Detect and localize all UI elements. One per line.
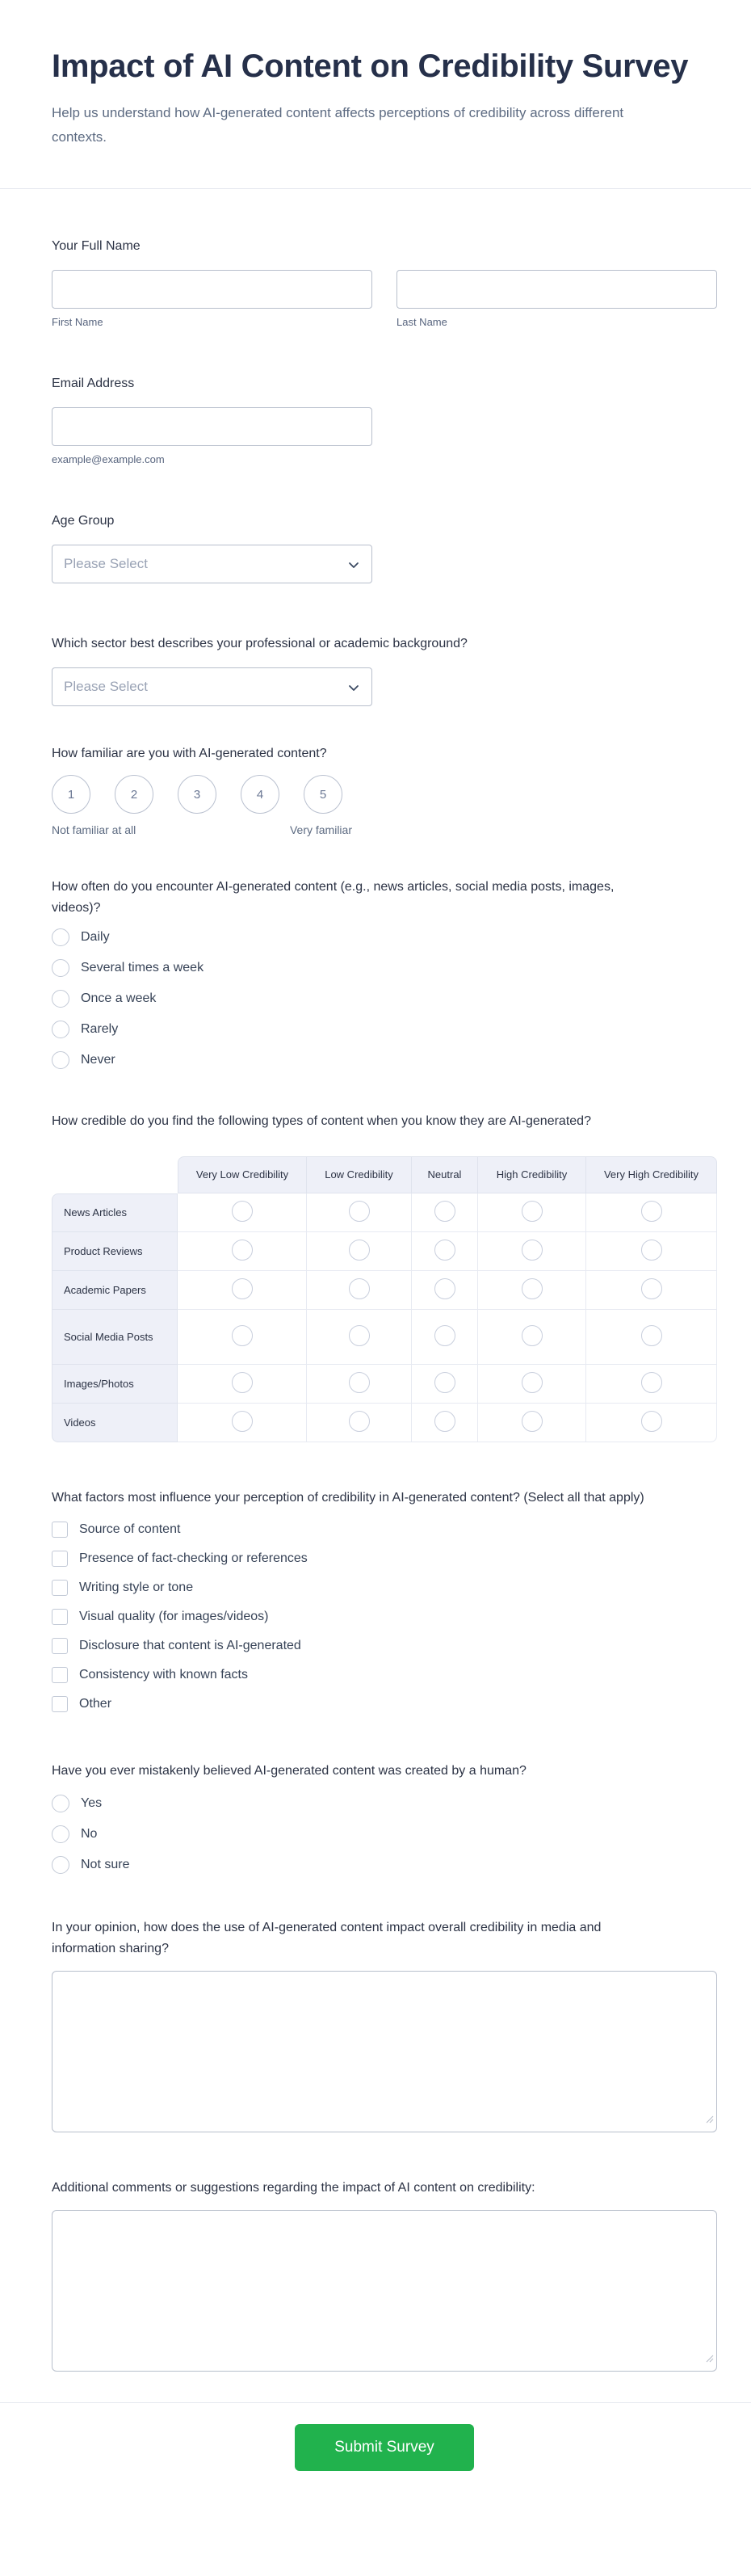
first-name-input[interactable]: [52, 270, 372, 309]
radio-icon[interactable]: [52, 928, 69, 946]
submit-survey-button[interactable]: Submit Survey: [295, 2424, 474, 2471]
age-group-placeholder: Please Select: [64, 556, 148, 571]
form-footer: [0, 2403, 751, 2513]
radio-option-yes[interactable]: [52, 1795, 717, 1812]
matrix-col-high: High Credibility: [478, 1156, 586, 1193]
matrix-radio[interactable]: [522, 1201, 543, 1222]
matrix-radio[interactable]: [434, 1372, 455, 1393]
matrix-radio[interactable]: [349, 1372, 370, 1393]
scale-option-1[interactable]: 1: [52, 775, 90, 814]
comments-textarea-wrap: [52, 2210, 717, 2372]
checkbox-icon[interactable]: [52, 1580, 68, 1596]
checkbox-icon[interactable]: [52, 1609, 68, 1625]
matrix-radio[interactable]: [522, 1240, 543, 1261]
first-name-sublabel: First Name: [52, 316, 103, 328]
mistaken-label: Have you ever mistakenly believed AI-generated content was created by a human?: [52, 1764, 527, 1778]
familiarity-label: How familiar are you with AI-generated content?: [52, 747, 327, 760]
factors-field: [52, 1488, 717, 1712]
radio-icon[interactable]: [52, 1051, 69, 1069]
familiarity-scale: [52, 775, 717, 814]
matrix-radio[interactable]: [434, 1325, 455, 1346]
opinion-field: [52, 1917, 717, 2132]
matrix-radio[interactable]: [434, 1201, 455, 1222]
comments-label: Additional comments or suggestions regarding the impact of AI content on credibility:: [52, 2181, 535, 2195]
factors-options: [52, 1522, 717, 1712]
matrix-row-label: Academic Papers: [52, 1271, 178, 1310]
matrix-radio[interactable]: [434, 1278, 455, 1299]
matrix-radio[interactable]: [522, 1411, 543, 1432]
radio-option-rarely[interactable]: [52, 1021, 717, 1038]
matrix-row-academic: [52, 1271, 717, 1310]
checkbox-label: Source of content: [79, 1522, 181, 1536]
radio-icon[interactable]: [52, 959, 69, 977]
form-body: [0, 236, 751, 2372]
matrix-row-label: Videos: [52, 1404, 178, 1442]
checkbox-label: Writing style or tone: [79, 1581, 194, 1594]
checkbox-option-writing-style[interactable]: [52, 1580, 717, 1596]
matrix-radio[interactable]: [641, 1411, 662, 1432]
opinion-textarea[interactable]: [52, 1971, 717, 2132]
matrix-col-low: Low Credibility: [307, 1156, 412, 1193]
email-sublabel: example@example.com: [52, 453, 165, 465]
comments-field: [52, 2178, 717, 2372]
matrix-radio[interactable]: [641, 1201, 662, 1222]
page-subtitle: Help us understand how AI-generated content affects perceptions of credibility across different contexts.: [52, 105, 624, 145]
mistaken-field: [52, 1761, 717, 1874]
matrix-row-label: Social Media Posts: [52, 1310, 178, 1365]
first-name-col: [52, 270, 372, 328]
checkbox-label: Other: [79, 1697, 112, 1711]
matrix-corner-cell: [52, 1156, 178, 1193]
radio-label: No: [81, 1827, 98, 1841]
checkbox-option-source[interactable]: [52, 1522, 717, 1538]
scale-max-label: Very familiar: [289, 823, 352, 836]
opinion-label: In your opinion, how does the use of AI-generated content impact overall credibility in media and information sharing?: [52, 1921, 602, 1955]
age-group-field: [52, 511, 717, 583]
matrix-header-row: [52, 1156, 717, 1193]
familiarity-field: [52, 743, 717, 836]
form-header: [0, 0, 751, 189]
matrix-radio[interactable]: [349, 1411, 370, 1432]
checkbox-label: Visual quality (for images/videos): [79, 1610, 269, 1623]
email-field: [52, 373, 717, 465]
matrix-radio[interactable]: [434, 1411, 455, 1432]
radio-option-never[interactable]: [52, 1051, 717, 1069]
radio-icon[interactable]: [52, 1021, 69, 1038]
matrix-radio[interactable]: [232, 1201, 253, 1222]
age-group-select[interactable]: [52, 545, 372, 583]
matrix-radio[interactable]: [349, 1240, 370, 1261]
radio-icon[interactable]: [52, 1795, 69, 1812]
scale-option-3[interactable]: 3: [178, 775, 216, 814]
matrix-radio[interactable]: [232, 1240, 253, 1261]
radio-label: Daily: [81, 930, 110, 944]
full-name-label: Your Full Name: [52, 239, 141, 253]
matrix-radio[interactable]: [434, 1240, 455, 1261]
sector-placeholder: Please Select: [64, 679, 148, 694]
radio-option-several-times[interactable]: [52, 959, 717, 977]
scale-min-label: Not familiar at all: [52, 823, 136, 836]
radio-option-daily[interactable]: [52, 928, 717, 946]
checkbox-icon[interactable]: [52, 1551, 68, 1567]
checkbox-icon[interactable]: [52, 1696, 68, 1712]
last-name-col: [396, 270, 717, 328]
matrix-radio[interactable]: [641, 1325, 662, 1346]
full-name-inputs: [52, 270, 717, 328]
radio-icon[interactable]: [52, 990, 69, 1008]
radio-label: Never: [81, 1053, 115, 1067]
matrix-row-label: Images/Photos: [52, 1365, 178, 1404]
matrix-row-social: [52, 1310, 717, 1365]
checkbox-label: Consistency with known facts: [79, 1668, 248, 1682]
matrix-row-images: [52, 1365, 717, 1404]
checkbox-icon[interactable]: [52, 1522, 68, 1538]
matrix-col-very-low: Very Low Credibility: [178, 1156, 307, 1193]
radio-label: Rarely: [81, 1022, 119, 1036]
matrix-radio[interactable]: [349, 1201, 370, 1222]
credibility-matrix-label: How credible do you find the following types of content when you know they are AI-generated?: [52, 1114, 591, 1128]
matrix-row-videos: [52, 1404, 717, 1442]
matrix-col-very-high: Very High Credibility: [586, 1156, 717, 1193]
last-name-input[interactable]: [396, 270, 717, 309]
matrix-radio[interactable]: [232, 1372, 253, 1393]
matrix-radio[interactable]: [232, 1325, 253, 1346]
matrix-row-label: Product Reviews: [52, 1232, 178, 1271]
scale-end-labels: [52, 823, 352, 836]
matrix-radio[interactable]: [641, 1372, 662, 1393]
checkbox-option-disclosure[interactable]: [52, 1638, 717, 1654]
scale-option-2[interactable]: 2: [115, 775, 153, 814]
checkbox-icon[interactable]: [52, 1638, 68, 1654]
checkbox-option-other[interactable]: [52, 1696, 717, 1712]
checkbox-label: Disclosure that content is AI-generated: [79, 1639, 301, 1652]
radio-option-once-a-week[interactable]: [52, 990, 717, 1008]
radio-icon[interactable]: [52, 1825, 69, 1843]
radio-label: Once a week: [81, 991, 157, 1005]
matrix-row-news: [52, 1193, 717, 1232]
credibility-matrix-field: [52, 1111, 717, 1442]
matrix-radio[interactable]: [349, 1278, 370, 1299]
checkbox-option-visual-quality[interactable]: [52, 1609, 717, 1625]
radio-icon[interactable]: [52, 1856, 69, 1874]
last-name-sublabel: Last Name: [396, 316, 447, 328]
radio-label: Not sure: [81, 1858, 130, 1871]
matrix-row-product: [52, 1232, 717, 1271]
full-name-field: [52, 236, 717, 328]
matrix-row-label: News Articles: [52, 1193, 178, 1232]
page-title: Impact of AI Content on Credibility Survey: [52, 48, 689, 84]
email-input-row: [52, 407, 372, 465]
matrix-radio[interactable]: [641, 1278, 662, 1299]
radio-label: Yes: [81, 1796, 103, 1810]
radio-option-not-sure[interactable]: [52, 1856, 717, 1874]
checkbox-icon[interactable]: [52, 1667, 68, 1683]
checkbox-option-fact-checking[interactable]: [52, 1551, 717, 1567]
radio-option-no[interactable]: [52, 1825, 717, 1843]
matrix-radio[interactable]: [641, 1240, 662, 1261]
radio-label: Several times a week: [81, 961, 204, 974]
mistaken-options: [52, 1795, 717, 1874]
checkbox-label: Presence of fact-checking or references: [79, 1551, 308, 1565]
credibility-matrix-table: [52, 1156, 717, 1442]
factors-label: What factors most influence your perception of credibility in AI-generated content? (Select all that apply): [52, 1491, 644, 1505]
matrix-radio[interactable]: [522, 1278, 543, 1299]
scale-option-4[interactable]: 4: [241, 775, 279, 814]
matrix-col-neutral: Neutral: [412, 1156, 478, 1193]
sector-select[interactable]: [52, 667, 372, 706]
age-group-label: Age Group: [52, 514, 115, 528]
frequency-field: [52, 877, 717, 1069]
frequency-label: How often do you encounter AI-generated content (e.g., news articles, social media posts, images, videos)?: [52, 880, 615, 915]
matrix-radio[interactable]: [349, 1325, 370, 1346]
frequency-options: [52, 928, 717, 1069]
matrix-radio[interactable]: [522, 1325, 543, 1346]
matrix-radio[interactable]: [522, 1372, 543, 1393]
opinion-textarea-wrap: [52, 1971, 717, 2132]
matrix-radio[interactable]: [232, 1411, 253, 1432]
matrix-radio[interactable]: [232, 1278, 253, 1299]
checkbox-option-consistency[interactable]: [52, 1667, 717, 1683]
chevron-down-icon: [347, 681, 360, 698]
sector-label: Which sector best describes your professional or academic background?: [52, 637, 468, 650]
email-label: Email Address: [52, 377, 135, 390]
chevron-down-icon: [347, 558, 360, 575]
email-col: [52, 407, 372, 465]
comments-textarea[interactable]: [52, 2210, 717, 2372]
scale-option-5[interactable]: 5: [304, 775, 342, 814]
sector-field: [52, 633, 717, 706]
email-input[interactable]: [52, 407, 372, 446]
